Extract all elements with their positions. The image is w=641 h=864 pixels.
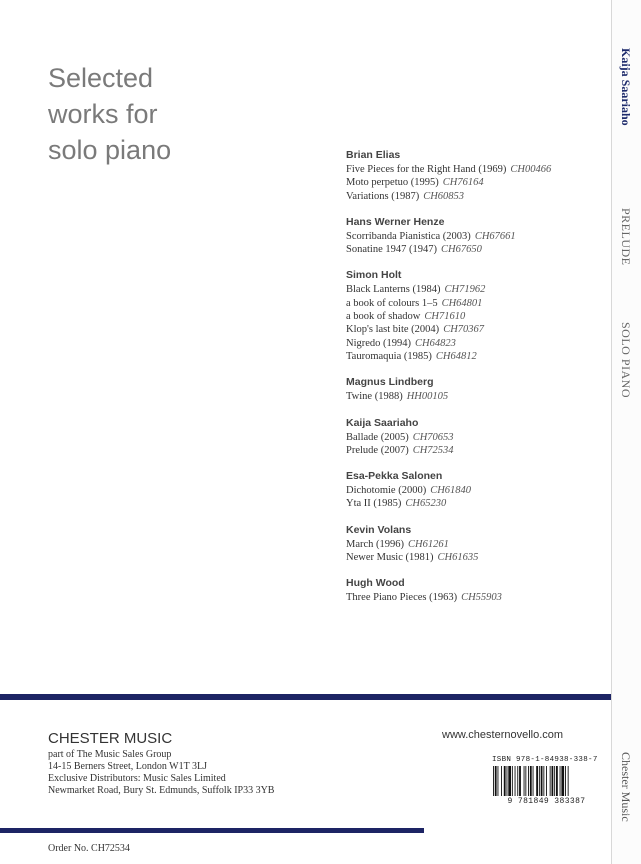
work-title: Ballade (2005) [346, 431, 409, 443]
work-title: Prelude (2007) [346, 444, 409, 456]
heading-line-3: solo piano [48, 135, 172, 165]
works-list [346, 148, 608, 617]
spine-subtitle: SOLO PIANO [619, 322, 633, 399]
work-item [346, 163, 608, 176]
work-item [346, 243, 608, 256]
work-item [346, 431, 608, 444]
work-title: a book of colours 1–5 [346, 297, 438, 309]
work-title: Five Pieces for the Right Hand (1969) [346, 164, 507, 175]
catalogue-code: CH64823 [415, 337, 456, 349]
work-title: Twine (1988) [346, 391, 403, 403]
spine-title: PRELUDE [619, 208, 633, 266]
work-item [346, 551, 608, 564]
composer-group [346, 215, 608, 257]
catalogue-code: CH71610 [424, 311, 466, 323]
composer-name: Simon Holt [346, 269, 402, 282]
work-title: Tauromaquia (1985) [346, 350, 432, 362]
work-item [346, 337, 608, 350]
address-line: Newmarket Road, Bury St. Edmunds, Suffolk IP33 3YB [48, 785, 275, 796]
catalogue-code: HH00105 [406, 391, 449, 403]
work-item [346, 538, 608, 551]
work-title: Scorribanda Pianistica (2003) [346, 230, 471, 242]
work-item [346, 297, 608, 310]
work-title: Moto perpetuo (1995) [346, 177, 439, 189]
catalogue-code: CH60853 [423, 190, 465, 202]
catalogue-code: CH65230 [405, 498, 447, 510]
composer-group [346, 375, 608, 403]
barcode-digits: 9 781849 383387 [490, 796, 603, 808]
composer-name: Hugh Wood [346, 577, 405, 590]
catalogue-code: CH70367 [443, 324, 485, 336]
catalogue-code: CH72534 [412, 444, 454, 456]
catalogue-code: CH61261 [408, 538, 449, 550]
spine-publisher: Chester Music [619, 752, 633, 822]
work-title: Klop's last bite (2004) [346, 324, 440, 336]
address-line: Exclusive Distributors: Music Sales Limited [48, 773, 226, 784]
composer-group [346, 416, 608, 458]
page-heading [48, 60, 268, 168]
composer-group [346, 469, 608, 511]
work-title: March (1996) [346, 538, 405, 550]
composer-name: Kevin Volans [346, 523, 412, 536]
work-title: Black Lanterns (1984) [346, 284, 441, 296]
address-line: 14-15 Berners Street, London W1T 3LJ [48, 761, 208, 772]
catalogue-code: CH76164 [442, 177, 484, 189]
work-title: a book of shadow [346, 311, 421, 323]
work-title: Variations (1987) [346, 190, 420, 202]
composer-group [346, 268, 608, 363]
work-item [346, 484, 608, 497]
composer-name: Esa-Pekka Salonen [346, 470, 443, 483]
work-title: Three Piano Pieces (1963) [346, 592, 458, 604]
composer-group [346, 148, 608, 203]
composer-name: Hans Werner Henze [346, 215, 445, 228]
work-item [346, 591, 608, 604]
catalogue-code: CH00466 [510, 164, 552, 175]
work-item [346, 390, 608, 403]
work-item [346, 444, 608, 457]
spine [611, 0, 641, 864]
catalogue-code: CH70653 [412, 431, 454, 443]
catalogue-code: CH55903 [461, 592, 502, 604]
work-item [346, 497, 608, 510]
composer-group [346, 523, 608, 565]
bottom-divider-rule [0, 828, 424, 833]
work-item [346, 310, 608, 323]
catalogue-code: CH64812 [435, 350, 477, 362]
work-title: Dichotomie (2000) [346, 485, 427, 497]
top-divider-rule [0, 694, 611, 700]
isbn-label: ISBN 978-1-84938-338-7 [492, 756, 598, 764]
catalogue-code: CH71962 [444, 284, 486, 296]
work-title: Sonatine 1947 (1947) [346, 244, 437, 256]
work-title: Yta II (1985) [346, 498, 402, 510]
heading-line-2: works for [48, 99, 158, 129]
catalogue-code: CH64801 [441, 297, 483, 309]
work-title: Nigredo (1994) [346, 337, 412, 349]
work-item [346, 176, 608, 189]
work-title: Newer Music (1981) [346, 552, 434, 564]
website-link[interactable]: www.chesternovello.com [442, 729, 564, 741]
composer-name: Magnus Lindberg [346, 376, 434, 389]
work-item [346, 323, 608, 336]
catalogue-code: CH61635 [437, 552, 479, 564]
address-line: part of The Music Sales Group [48, 749, 172, 760]
work-item [346, 283, 608, 296]
publisher-name: CHESTER MUSIC [48, 730, 173, 747]
spine-composer: Kaija Saariaho [619, 48, 633, 126]
composer-group [346, 576, 608, 604]
work-item [346, 230, 608, 243]
publisher-address [48, 749, 274, 797]
composer-name: Brian Elias [346, 149, 401, 161]
catalogue-code: CH67650 [441, 244, 482, 256]
work-item [346, 190, 608, 203]
catalogue-code: CH61840 [430, 485, 472, 497]
work-item [346, 350, 608, 363]
order-number: Order No. CH72534 [48, 843, 130, 854]
heading-line-1: Selected [48, 63, 154, 93]
composer-name: Kaija Saariaho [346, 416, 419, 429]
catalogue-code: CH67661 [474, 230, 516, 242]
